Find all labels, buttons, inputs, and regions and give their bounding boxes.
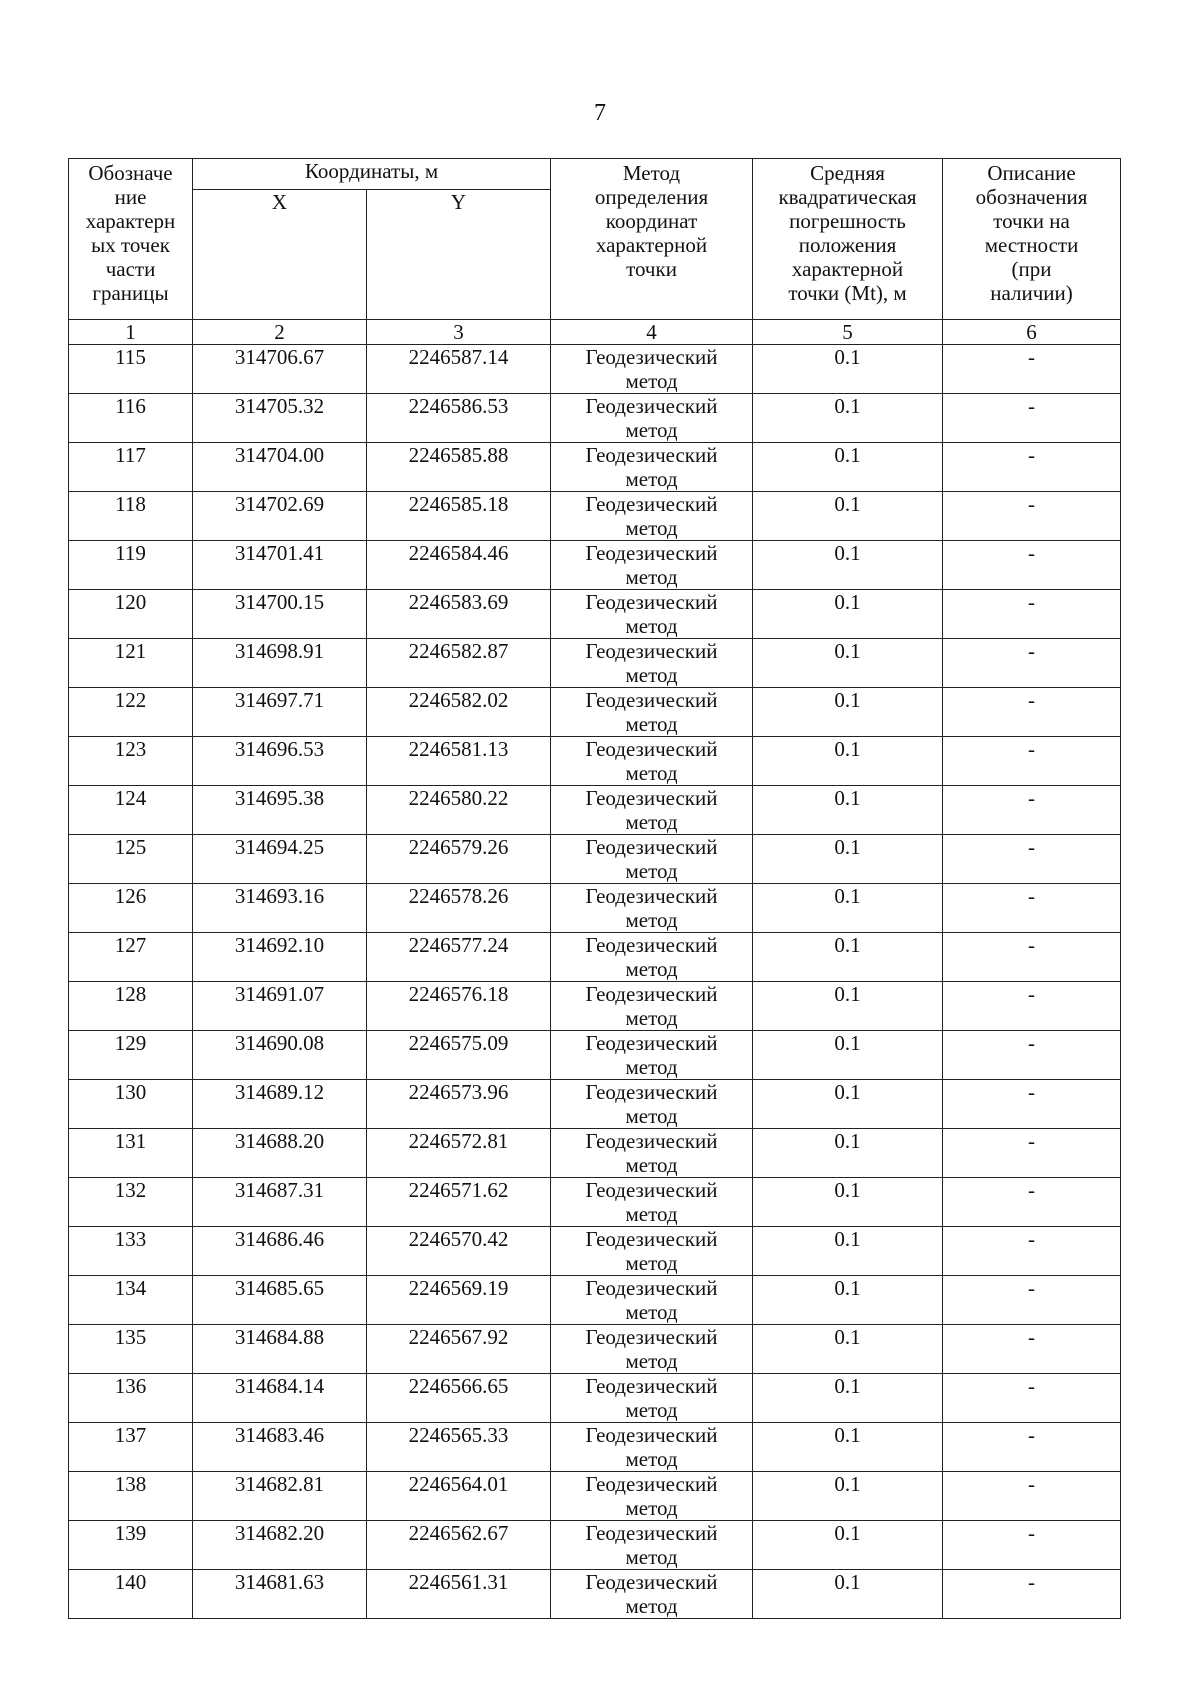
- x-coordinate-cell: 314694.25: [193, 835, 367, 884]
- x-coordinate-cell: 314695.38: [193, 786, 367, 835]
- method-cell: Геодезический метод: [551, 1570, 753, 1619]
- x-coordinate-cell: 314687.31: [193, 1178, 367, 1227]
- table-row: [69, 1178, 1121, 1227]
- point-id-cell: 129: [69, 1031, 193, 1080]
- method-cell: Геодезический метод: [551, 394, 753, 443]
- description-cell: -: [943, 1374, 1121, 1423]
- method-cell: Геодезический метод: [551, 1521, 753, 1570]
- table-row: [69, 492, 1121, 541]
- x-coordinate-cell: 314706.67: [193, 345, 367, 394]
- error-cell: 0.1: [753, 982, 943, 1031]
- y-coordinate-cell: 2246572.81: [367, 1129, 551, 1178]
- table-row: [69, 1031, 1121, 1080]
- point-id-cell: 136: [69, 1374, 193, 1423]
- header-coordinates: Координаты, м: [193, 159, 551, 190]
- error-cell: 0.1: [753, 786, 943, 835]
- description-cell: -: [943, 1031, 1121, 1080]
- x-coordinate-cell: 314693.16: [193, 884, 367, 933]
- point-id-cell: 126: [69, 884, 193, 933]
- x-coordinate-cell: 314696.53: [193, 737, 367, 786]
- method-cell: Геодезический метод: [551, 541, 753, 590]
- column-number: 6: [943, 320, 1121, 345]
- column-numbers-row: [69, 320, 1121, 345]
- error-cell: 0.1: [753, 1031, 943, 1080]
- description-cell: -: [943, 492, 1121, 541]
- y-coordinate-cell: 2246584.46: [367, 541, 551, 590]
- error-cell: 0.1: [753, 1276, 943, 1325]
- description-cell: -: [943, 884, 1121, 933]
- table-row: [69, 737, 1121, 786]
- error-cell: 0.1: [753, 737, 943, 786]
- error-cell: 0.1: [753, 1472, 943, 1521]
- point-id-cell: 118: [69, 492, 193, 541]
- x-coordinate-cell: 314702.69: [193, 492, 367, 541]
- column-number: 4: [551, 320, 753, 345]
- description-cell: -: [943, 1472, 1121, 1521]
- y-coordinate-cell: 2246581.13: [367, 737, 551, 786]
- y-coordinate-cell: 2246569.19: [367, 1276, 551, 1325]
- point-id-cell: 134: [69, 1276, 193, 1325]
- error-cell: 0.1: [753, 1570, 943, 1619]
- point-id-cell: 133: [69, 1227, 193, 1276]
- column-number: 2: [193, 320, 367, 345]
- column-number: 3: [367, 320, 551, 345]
- description-cell: -: [943, 1178, 1121, 1227]
- y-coordinate-cell: 2246577.24: [367, 933, 551, 982]
- error-cell: 0.1: [753, 884, 943, 933]
- method-cell: Геодезический метод: [551, 1080, 753, 1129]
- header-x: X: [193, 190, 367, 320]
- y-coordinate-cell: 2246565.33: [367, 1423, 551, 1472]
- x-coordinate-cell: 314682.81: [193, 1472, 367, 1521]
- error-cell: 0.1: [753, 492, 943, 541]
- coordinates-table: [68, 158, 1121, 1619]
- table-row: [69, 1129, 1121, 1178]
- y-coordinate-cell: 2246562.67: [367, 1521, 551, 1570]
- x-coordinate-cell: 314681.63: [193, 1570, 367, 1619]
- y-coordinate-cell: 2246579.26: [367, 835, 551, 884]
- y-coordinate-cell: 2246566.65: [367, 1374, 551, 1423]
- table-row: [69, 1423, 1121, 1472]
- description-cell: -: [943, 639, 1121, 688]
- table-row: [69, 786, 1121, 835]
- table-row: [69, 1325, 1121, 1374]
- point-id-cell: 122: [69, 688, 193, 737]
- point-id-cell: 130: [69, 1080, 193, 1129]
- x-coordinate-cell: 314698.91: [193, 639, 367, 688]
- point-id-cell: 123: [69, 737, 193, 786]
- error-cell: 0.1: [753, 590, 943, 639]
- error-cell: 0.1: [753, 1178, 943, 1227]
- table-row: [69, 1374, 1121, 1423]
- y-coordinate-cell: 2246582.87: [367, 639, 551, 688]
- error-cell: 0.1: [753, 1227, 943, 1276]
- description-cell: -: [943, 933, 1121, 982]
- error-cell: 0.1: [753, 1129, 943, 1178]
- description-cell: -: [943, 688, 1121, 737]
- x-coordinate-cell: 314700.15: [193, 590, 367, 639]
- method-cell: Геодезический метод: [551, 1178, 753, 1227]
- point-id-cell: 128: [69, 982, 193, 1031]
- description-cell: -: [943, 1129, 1121, 1178]
- y-coordinate-cell: 2246575.09: [367, 1031, 551, 1080]
- header-mean-square-error: Средняя квадратическая погрешность положения характерной точки (Mt), м: [753, 159, 943, 320]
- method-cell: Геодезический метод: [551, 443, 753, 492]
- point-id-cell: 121: [69, 639, 193, 688]
- x-coordinate-cell: 314690.08: [193, 1031, 367, 1080]
- table-row: [69, 982, 1121, 1031]
- x-coordinate-cell: 314682.20: [193, 1521, 367, 1570]
- method-cell: Геодезический метод: [551, 688, 753, 737]
- point-id-cell: 115: [69, 345, 193, 394]
- y-coordinate-cell: 2246570.42: [367, 1227, 551, 1276]
- y-coordinate-cell: 2246571.62: [367, 1178, 551, 1227]
- method-cell: Геодезический метод: [551, 933, 753, 982]
- x-coordinate-cell: 314688.20: [193, 1129, 367, 1178]
- error-cell: 0.1: [753, 394, 943, 443]
- y-coordinate-cell: 2246586.53: [367, 394, 551, 443]
- description-cell: -: [943, 835, 1121, 884]
- x-coordinate-cell: 314689.12: [193, 1080, 367, 1129]
- description-cell: -: [943, 982, 1121, 1031]
- header-method: Метод определения координат характерной точки: [551, 159, 753, 320]
- table-row: [69, 443, 1121, 492]
- error-cell: 0.1: [753, 688, 943, 737]
- x-coordinate-cell: 314684.88: [193, 1325, 367, 1374]
- description-cell: -: [943, 1521, 1121, 1570]
- y-coordinate-cell: 2246585.88: [367, 443, 551, 492]
- method-cell: Геодезический метод: [551, 884, 753, 933]
- point-id-cell: 124: [69, 786, 193, 835]
- method-cell: Геодезический метод: [551, 1374, 753, 1423]
- y-coordinate-cell: 2246576.18: [367, 982, 551, 1031]
- table-row: [69, 1276, 1121, 1325]
- x-coordinate-cell: 314692.10: [193, 933, 367, 982]
- x-coordinate-cell: 314697.71: [193, 688, 367, 737]
- column-number: 5: [753, 320, 943, 345]
- table-row: [69, 933, 1121, 982]
- error-cell: 0.1: [753, 1423, 943, 1472]
- x-coordinate-cell: 314683.46: [193, 1423, 367, 1472]
- error-cell: 0.1: [753, 1325, 943, 1374]
- method-cell: Геодезический метод: [551, 590, 753, 639]
- y-coordinate-cell: 2246567.92: [367, 1325, 551, 1374]
- x-coordinate-cell: 314684.14: [193, 1374, 367, 1423]
- x-coordinate-cell: 314704.00: [193, 443, 367, 492]
- description-cell: -: [943, 1276, 1121, 1325]
- y-coordinate-cell: 2246582.02: [367, 688, 551, 737]
- table-row: [69, 835, 1121, 884]
- table-row: [69, 1521, 1121, 1570]
- page-number: 7: [594, 100, 606, 126]
- y-coordinate-cell: 2246578.26: [367, 884, 551, 933]
- method-cell: Геодезический метод: [551, 1325, 753, 1374]
- description-cell: -: [943, 1570, 1121, 1619]
- method-cell: Геодезический метод: [551, 345, 753, 394]
- table-row: [69, 639, 1121, 688]
- method-cell: Геодезический метод: [551, 835, 753, 884]
- description-cell: -: [943, 1423, 1121, 1472]
- method-cell: Геодезический метод: [551, 1227, 753, 1276]
- point-id-cell: 132: [69, 1178, 193, 1227]
- point-id-cell: 120: [69, 590, 193, 639]
- point-id-cell: 125: [69, 835, 193, 884]
- description-cell: -: [943, 394, 1121, 443]
- y-coordinate-cell: 2246573.96: [367, 1080, 551, 1129]
- table-row: [69, 345, 1121, 394]
- x-coordinate-cell: 314685.65: [193, 1276, 367, 1325]
- error-cell: 0.1: [753, 835, 943, 884]
- point-id-cell: 131: [69, 1129, 193, 1178]
- method-cell: Геодезический метод: [551, 1129, 753, 1178]
- y-coordinate-cell: 2246580.22: [367, 786, 551, 835]
- point-id-cell: 138: [69, 1472, 193, 1521]
- method-cell: Геодезический метод: [551, 639, 753, 688]
- y-coordinate-cell: 2246583.69: [367, 590, 551, 639]
- method-cell: Геодезический метод: [551, 786, 753, 835]
- method-cell: Геодезический метод: [551, 1276, 753, 1325]
- description-cell: -: [943, 443, 1121, 492]
- table-row: [69, 1080, 1121, 1129]
- description-cell: -: [943, 1227, 1121, 1276]
- table-row: [69, 884, 1121, 933]
- error-cell: 0.1: [753, 1521, 943, 1570]
- point-id-cell: 140: [69, 1570, 193, 1619]
- error-cell: 0.1: [753, 1374, 943, 1423]
- y-coordinate-cell: 2246561.31: [367, 1570, 551, 1619]
- table-row: [69, 394, 1121, 443]
- description-cell: -: [943, 786, 1121, 835]
- error-cell: 0.1: [753, 443, 943, 492]
- point-id-cell: 119: [69, 541, 193, 590]
- point-id-cell: 116: [69, 394, 193, 443]
- table-row: [69, 541, 1121, 590]
- x-coordinate-cell: 314705.32: [193, 394, 367, 443]
- method-cell: Геодезический метод: [551, 737, 753, 786]
- description-cell: -: [943, 541, 1121, 590]
- error-cell: 0.1: [753, 345, 943, 394]
- x-coordinate-cell: 314686.46: [193, 1227, 367, 1276]
- header-point-designation: Обозначе ние характерн ых точек части границы: [69, 159, 193, 320]
- error-cell: 0.1: [753, 541, 943, 590]
- header-description: Описание обозначения точки на местности (при наличии): [943, 159, 1121, 320]
- method-cell: Геодезический метод: [551, 1031, 753, 1080]
- method-cell: Геодезический метод: [551, 1472, 753, 1521]
- point-id-cell: 127: [69, 933, 193, 982]
- table-body: [69, 345, 1121, 1619]
- description-cell: -: [943, 1080, 1121, 1129]
- description-cell: -: [943, 1325, 1121, 1374]
- point-id-cell: 137: [69, 1423, 193, 1472]
- x-coordinate-cell: 314691.07: [193, 982, 367, 1031]
- description-cell: -: [943, 737, 1121, 786]
- description-cell: -: [943, 590, 1121, 639]
- y-coordinate-cell: 2246587.14: [367, 345, 551, 394]
- error-cell: 0.1: [753, 639, 943, 688]
- y-coordinate-cell: 2246564.01: [367, 1472, 551, 1521]
- error-cell: 0.1: [753, 1080, 943, 1129]
- method-cell: Геодезический метод: [551, 492, 753, 541]
- method-cell: Геодезический метод: [551, 1423, 753, 1472]
- table-row: [69, 1472, 1121, 1521]
- table-row: [69, 688, 1121, 737]
- method-cell: Геодезический метод: [551, 982, 753, 1031]
- point-id-cell: 117: [69, 443, 193, 492]
- x-coordinate-cell: 314701.41: [193, 541, 367, 590]
- table-row: [69, 590, 1121, 639]
- header-y: Y: [367, 190, 551, 320]
- point-id-cell: 139: [69, 1521, 193, 1570]
- y-coordinate-cell: 2246585.18: [367, 492, 551, 541]
- table-row: [69, 1227, 1121, 1276]
- table-row: [69, 1570, 1121, 1619]
- description-cell: -: [943, 345, 1121, 394]
- point-id-cell: 135: [69, 1325, 193, 1374]
- error-cell: 0.1: [753, 933, 943, 982]
- column-number: 1: [69, 320, 193, 345]
